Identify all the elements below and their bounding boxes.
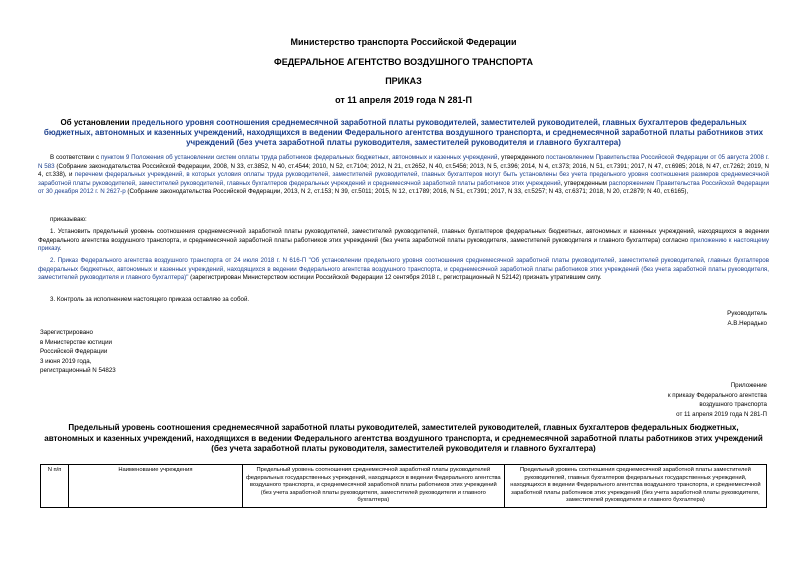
item-2 xyxy=(38,257,769,283)
preamble-text-4: , утвержденным xyxy=(560,179,609,187)
signature-role: Руководитель xyxy=(727,310,767,317)
header-number: N п/п xyxy=(41,465,69,508)
appendix-line-1: Приложение xyxy=(730,382,767,389)
title-prefix: Об установлении xyxy=(60,118,132,127)
order-title xyxy=(40,118,767,148)
header-institution: Наименование учреждения xyxy=(69,465,243,508)
preamble-text-2: , утвержденного xyxy=(497,154,546,161)
doc-type: ПРИКАЗ xyxy=(385,76,422,86)
appendix-link[interactable]: приложению к настоящему приказу xyxy=(38,236,769,253)
appendix-title: Предельный уровень соотношения среднемесячной заработной платы руководителей, заместителей руководителей, главных бухгалтеров федеральных бюджетных, автономных и казенных учреждений, находящихся в ведении Федерального агентства воздушного транспорта, и среднемесячной заработной платы работников этих учреждений (без учета заработной платы руководителя, заместителей руководителя и главного бухгалтера) xyxy=(44,423,763,453)
preamble-text-3: (Собрание законодательства Российской Федерации, 2008, N 33, ст.3852, N 40, ст.4544; 2010, N 52, ст.7104; 2012, N 21, ст.2652, N 40, ст.5456; 2013, N 5, ст.396; 2014, N 4, ст.373; 2016, N 51, ст.7391; 2017, N 47, ст.6985; 2018, N 47, ст.7262; 2019, N 4, ст.338), и xyxy=(38,162,769,179)
registration-line-1: Зарегистрировано xyxy=(40,329,93,336)
item-3: 3. Контроль за исполнением настоящего приказа оставляю за собой. xyxy=(50,296,250,303)
item-2-link[interactable]: 2. Приказ Федерального агентства воздушного транспорта от 24 июля 2018 г. N 616-П "Об установлении предельного уровня соотношения среднемесячной заработной платы руководителей, заместителей руководителей, главных бухгалтеров федеральных бюджетных, автономных и казенных учреждений, находящихся в ведении Федерального агентства воздушного транспорта, и среднемесячной заработной платы работников этих учреждений (без учета заработной платы руководителя, заместителей руководителя и главного бухгалтера)" xyxy=(38,257,769,282)
preamble-link-regulation[interactable]: пунктом 9 Положения об установлении систем оплаты труда работников федеральных бюджетных, автономных и казенных учреждений xyxy=(100,154,498,161)
appendix-line-3: воздушного транспорта xyxy=(699,401,767,409)
appendix-line-2: к приказу Федерального агентства xyxy=(667,391,767,399)
registration-line-4: 3 июня 2019 года, xyxy=(40,357,92,365)
registration-line-5: регистрационный N 54823 xyxy=(40,367,116,375)
preamble xyxy=(38,154,769,197)
limits-table xyxy=(40,464,767,508)
table-header-row xyxy=(41,465,767,508)
registration-line-2: в Министерстве юстиции xyxy=(40,338,113,346)
order-word: приказываю: xyxy=(50,216,87,223)
preamble-link-list[interactable]: перечнем федеральных учреждений, в которых условия оплаты труда руководителей, заместителей руководителей, главных бухгалтеров могут быть установлены без учета предельного уровня соотношения размеров среднемесячной заработной платы руководителей, заместителей руководителей, главных бухгалтеров федеральных учреждений и среднемесячной заработной платы работников этих учреждений xyxy=(38,171,769,187)
item-1-end: . xyxy=(59,245,62,253)
ministry-line: Министерство транспорта Российской Федерации xyxy=(290,37,517,47)
agency-line: ФЕДЕРАЛЬНОЕ АГЕНТСТВО ВОЗДУШНОГО ТРАНСПОРТА xyxy=(274,57,533,67)
preamble-link-order[interactable]: распоряжением Правительства Российской Федерации от 30 декабря 2012 г. N 2627-р xyxy=(38,179,769,196)
item-1 xyxy=(38,228,769,254)
signature-block xyxy=(727,309,767,328)
item-1-text: 1. Установить предельный уровень соотношения среднемесячной заработной платы руководителей, заместителей руководителей, главных бухгалтеров федеральных бюджетных, автономных и казенных учреждений, находящихся в ведении Федерального агентства воздушного транспорта, и среднемесячной заработной платы работников этих учреждений (без учета заработной платы руководителя, заместителей руководителя и главного бухгалтера) согласно xyxy=(38,228,769,244)
doc-date-number: от 11 апреля 2019 года N 281-П xyxy=(335,95,472,105)
signature-name: А.В.Нерадько xyxy=(727,319,767,327)
preamble-text-1: В соответствии с xyxy=(50,154,101,161)
header-deputy-ratio: Предельный уровень соотношения среднемесячной заработной платы заместителей руководителей, главных бухгалтеров федеральных государственных учреждений, находящихся в ведении Федерального агентства воздушного транспорта, и среднемесячной заработной платы работников этих учреждений (без учета заработной платы руководителя, заместителей руководителя и главного бухгалтера) xyxy=(504,465,766,508)
appendix-line-4: от 11 апреля 2019 года N 281-П xyxy=(676,410,767,418)
title-link[interactable]: предельного уровня соотношения среднемесячной заработной платы руководителей, заместителей руководителей, главных бухгалтеров федеральных бюджетных, автономных и казенных учреждений, находящихся в ведении Федерального агентства воздушного транспорта, и среднемесячной заработной платы работников этих учреждений (без учета заработной платы руководителя, заместителей руководителя и главного бухгалтера) xyxy=(43,118,764,147)
item-2-text: (зарегистрирован Министерством юстиции Российской Федерации 12 сентября 2018 г., регистрационный N 52142) признать утратившим силу. xyxy=(188,274,602,282)
header-manager-ratio: Предельный уровень соотношения среднемесячной заработной платы руководителей федеральных государственных учреждений, находящихся в ведении Федерального агентства воздушного транспорта, и среднемесячной заработной платы работников этих учреждений (без учета заработной платы руководителя, заместителей руководителя и главного бухгалтера) xyxy=(242,465,504,508)
registration-line-3: Российской Федерации xyxy=(40,348,108,356)
preamble-text-5: (Собрание законодательства Российской Федерации, 2013, N 2, ст.153; N 39, ст.5011; 2015, N 12, ст.1789; 2016, N 51, ст.7391; 2017, N 33, ст.5257; N 43, ст.6371; 2018, N 20, ст.2879; N 40, ст.6165), xyxy=(125,188,689,196)
appendix-header xyxy=(668,381,767,419)
registration-block xyxy=(40,328,116,376)
preamble-link-resolution[interactable]: постановлением Правительства Российской Федерации от 05 августа 2008 г. N 583 xyxy=(38,154,770,170)
